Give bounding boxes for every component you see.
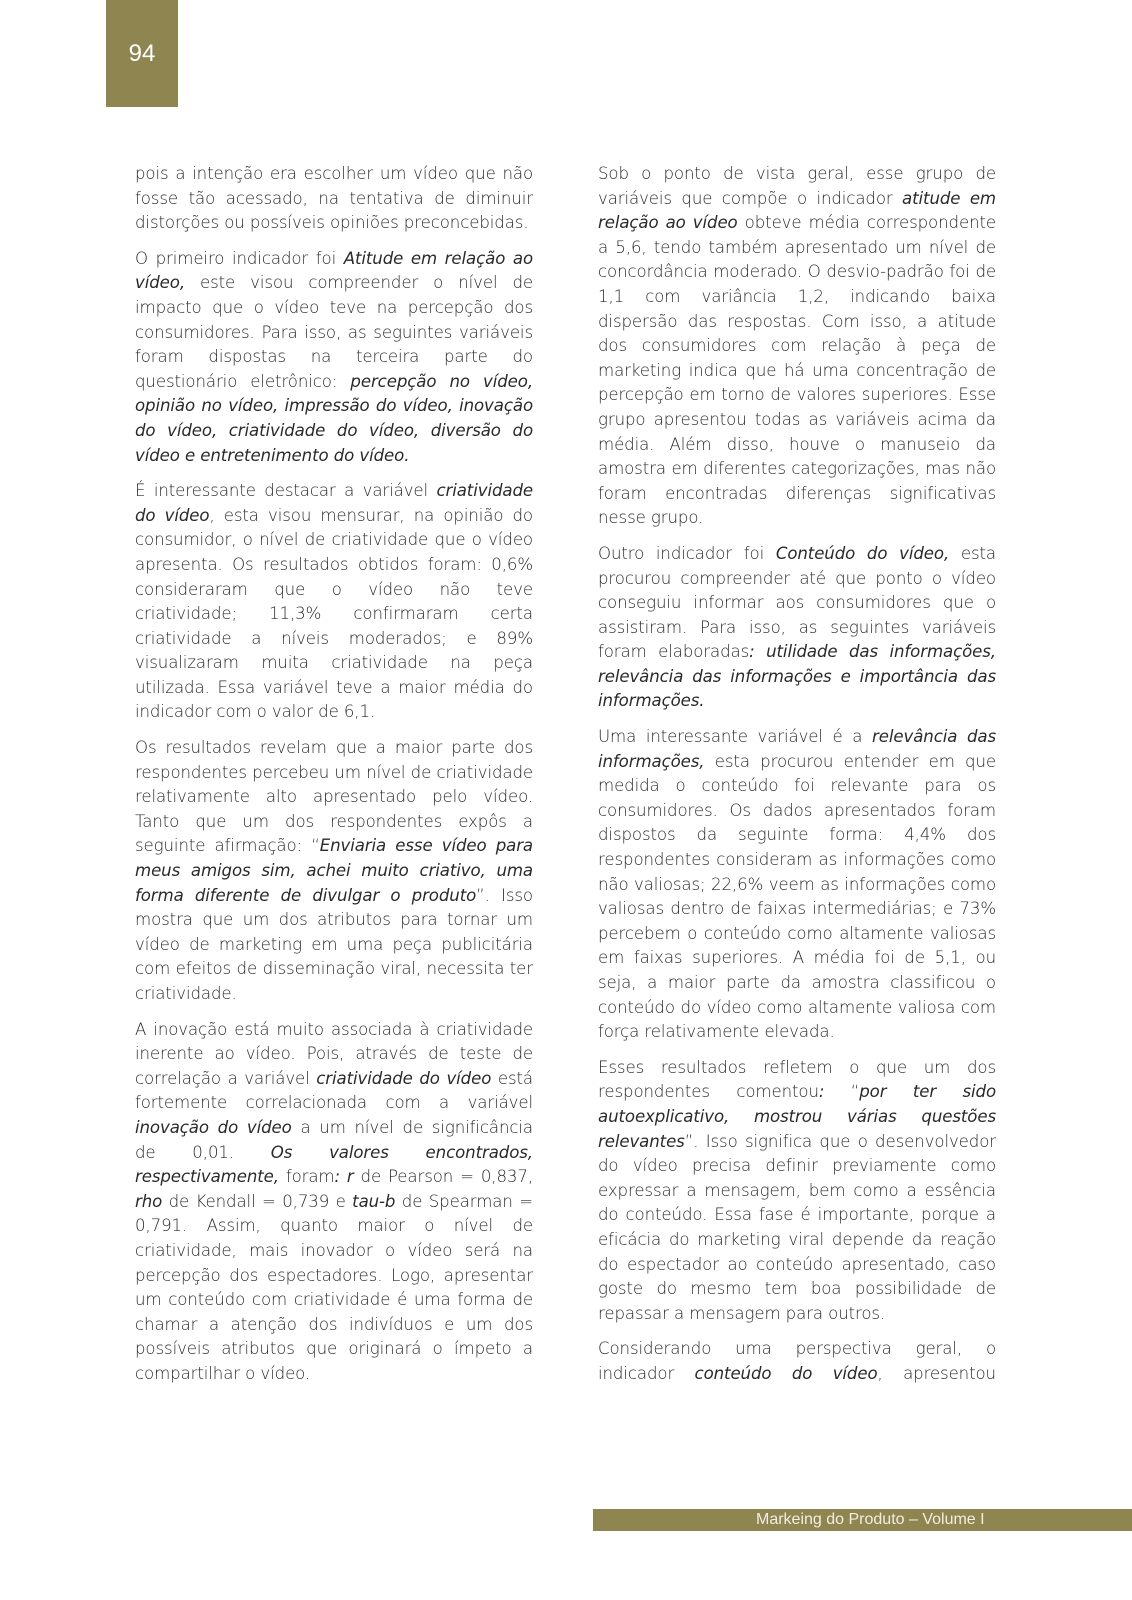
footer-running-title: Markeing do Produto – Volume I (593, 1509, 1132, 1531)
italic-text: : r (334, 1167, 354, 1187)
text-run: de Kendall = 0,739 e (162, 1191, 353, 1211)
text-run: “ (824, 1082, 860, 1102)
text-run: obteve média correspondente a 5,6, tendo também apresentado um nível de concordância moderado. O desvio-padrão foi de 1,1 com variância 1,2, indicando baixa dispersão das respostas. Com isso, a atitude dos consumidores com relação à peça de marketing indica que há uma concentração de percepção em torno de valores superiores. Esse grupo apresentou todas as variáveis acima da média. Além disso, houve o manuseio da amostra em diferentes categorizações, mas não foram encontradas diferenças significativas nesse grupo. (598, 213, 996, 528)
paragraph (598, 1056, 996, 1327)
text-run: Uma interessante variável é a (598, 727, 873, 747)
paragraph (135, 247, 533, 468)
text-run: ”. Isso significa que o desenvolvedor do vídeo precisa definir previamente como expressar a mensagem, bem como a essência do conteúdo. Essa fase é importante, porque a eficácia do marketing viral depende da reação do espectador ao conteúdo apresentado, caso goste do mesmo tem boa possibilidade de repassar a mensagem para outros. (598, 1131, 996, 1323)
paragraph (598, 542, 996, 714)
right-column (598, 162, 996, 1398)
text-run: A inovação está muito associada à criatividade inerente ao vídeo. Pois, através de teste de correlação a variável (135, 1019, 533, 1088)
paragraph (598, 1337, 996, 1386)
text-run: , apresentou (877, 1363, 996, 1383)
italic-text: Conteúdo do vídeo, (775, 543, 950, 563)
italic-text: percepção no vídeo, opinião no vídeo, impressão do vídeo, inovação do vídeo, criatividade do vídeo, diversão do vídeo e entretenimento do vídeo. (135, 371, 533, 465)
paragraph (598, 162, 996, 531)
paragraph (135, 479, 533, 725)
page-number: 94 (106, 0, 178, 107)
text-run: Esses resultados refletem o que um dos respondentes comentou (598, 1057, 996, 1102)
italic-text: : utilidade das informações, relevância das informações e importância das informações. (598, 642, 996, 711)
italic-text: por ter sido autoexplicativo, mostrou várias questões relevantes (598, 1082, 996, 1151)
text-run: a um nível de significância de 0,01. (135, 1117, 534, 1162)
italic-text: inovação do vídeo (135, 1117, 292, 1137)
italic-text: : (818, 1082, 825, 1102)
text-run: foram (278, 1167, 335, 1187)
text-run: de Spearman = 0,791. Assim, quanto maior o nível de criatividade, mais inovador o vídeo será na percepção dos espectadores. Logo, apresentar um conteúdo com criatividade é uma forma de chamar a atenção dos indivíduos e um dos possíveis atributos que originará o ímpeto a compartilhar o vídeo. (135, 1191, 533, 1383)
text-run: ”. Isso mostra que um dos atributos para tornar um vídeo de marketing em uma peça publicitária com efeitos de disseminação viral, necessita ter criatividade. (135, 885, 533, 1003)
text-run: Outro indicador foi (598, 543, 776, 563)
paragraph (135, 736, 533, 1007)
text-run: de Pearson = 0,837, (353, 1167, 534, 1187)
italic-text: Atitude em relação ao vídeo, (135, 248, 533, 293)
text-run: Considerando uma perspectiva geral, o indicador (598, 1339, 996, 1383)
italic-text: atitude em relação ao vídeo (598, 188, 997, 233)
italic-text: relevância das informações, (598, 727, 996, 771)
text-run: esta procurou entender em que medida o conteúdo foi relevante para os consumidores. Os dados apresentados foram dispostos da seguinte forma: 4,4% dos respondentes consideram as informações como não valiosas; 22,6% veem as informações como valiosas dentro de faixas intermediárias; e 73% percebem o conteúdo como altamente valiosas em faixas superiores. A média foi de 5,1, ou seja, a maior parte da amostra classificou o conteúdo do vídeo como altamente valiosa com força relativamente elevada. (598, 751, 996, 1042)
paragraph (598, 725, 996, 1045)
italic-text: tau-b (352, 1191, 396, 1211)
italic-text: criatividade do vídeo (135, 481, 533, 525)
italic-text: Enviaria esse vídeo para meus amigos sim, achei muito criativo, uma forma diferente de divulgar o produto (135, 836, 533, 905)
italic-text: Os valores encontrados, respectivamente, (135, 1142, 533, 1187)
italic-text: conteúdo do vídeo (694, 1363, 878, 1383)
text-run: O primeiro indicador foi (135, 248, 344, 268)
text-run: pois a intenção era escolher um vídeo que não fosse tão acessado, na tentativa de diminuir distorções ou possíveis opiniões preconcebidas. (135, 164, 533, 233)
text-run: está fortemente correlacionada com a variável (135, 1068, 533, 1113)
italic-text: rho (135, 1191, 163, 1211)
text-run: É interessante destacar a variável (135, 481, 437, 501)
italic-text: criatividade do vídeo (316, 1068, 492, 1088)
paragraph (135, 1018, 533, 1387)
text-run: Sob o ponto de vista geral, esse grupo de variáveis que compõe o indicador (598, 164, 996, 208)
paragraph (135, 162, 533, 236)
text-run: , esta visou mensurar, na opinião do consumidor, o nível de criatividade que o vídeo apresenta. Os resultados obtidos foram: 0,6% consideraram que o vídeo não teve criatividade; 11,3% confirmaram certa criatividade a níveis moderados; e 89% visualizaram muita criatividade na peça utilizada. Essa variável teve a maior média do indicador com o valor de 6,1. (135, 505, 533, 722)
text-run: esta procurou compreender até que ponto o vídeo conseguiu informar aos consumidores que o assistiram. Para isso, as seguintes variáveis foram elaboradas (598, 543, 996, 662)
left-column (135, 162, 533, 1398)
text-run: este visou compreender o nível de impacto que o vídeo teve na percepção dos consumidores. Para isso, as seguintes variáveis foram dispostas na terceira parte do questionário eletrônico: (135, 273, 533, 391)
text-run: Os resultados revelam que a maior parte dos respondentes percebeu um nível de criatividade relativamente alto apresentado pelo vídeo. Tanto que um dos respondentes expôs a seguinte afirmação: “ (135, 738, 533, 856)
